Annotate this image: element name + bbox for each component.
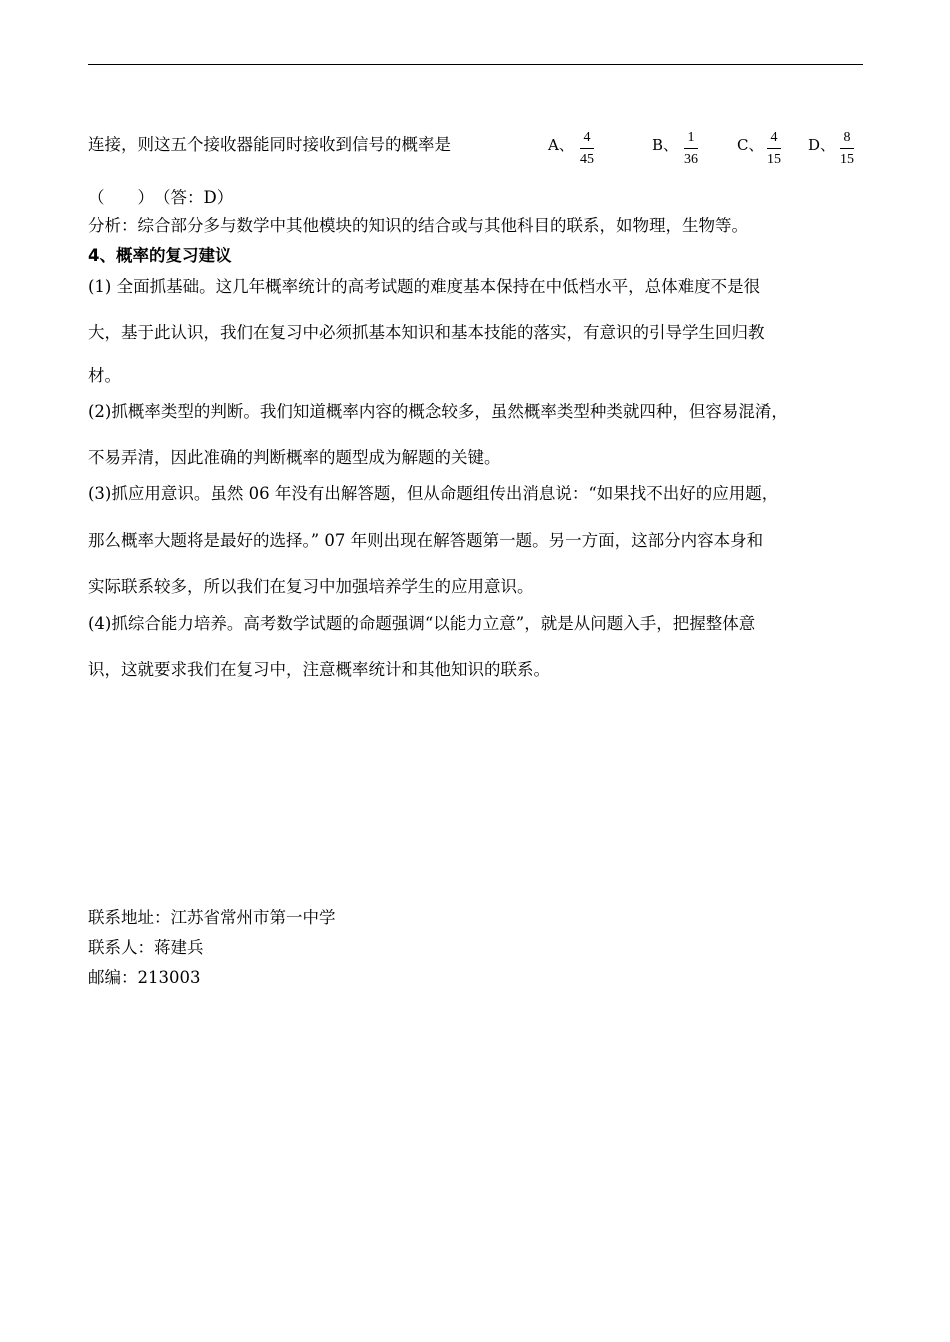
paragraph-line: (1) 全面抓基础。这几年概率统计的高考试题的难度基本保持在中低档水平，总体难度不是很 — [88, 277, 761, 296]
option-d-fraction — [840, 130, 854, 168]
paragraph-line: (4)抓综合能力培养。高考数学试题的命题强调“以能力立意”，就是从问题入手，把握整体意 — [88, 614, 756, 633]
paragraph-line: 识，这就要求我们在复习中，注意概率统计和其他知识的联系。 — [88, 660, 550, 679]
option-a-numerator: 4 — [583, 130, 591, 145]
option-a-fraction — [580, 130, 594, 168]
paragraph-line: (3)抓应用意识。虽然 06 年没有出解答题，但从命题组传出消息说：“如果找不出好的应用题， — [88, 484, 779, 503]
header-rule — [88, 64, 863, 65]
option-c-numerator: 4 — [770, 130, 778, 145]
contact-postcode: 邮编：213003 — [88, 968, 201, 987]
paragraph-line: (2)抓概率类型的判断。我们知道概率内容的概念较多，虽然概率类型种类就四种，但容易混淆， — [88, 402, 788, 421]
option-d-denominator: 15 — [840, 152, 854, 167]
option-c-fraction — [767, 130, 781, 168]
option-a-label: A、 — [548, 136, 574, 154]
option-b-denominator: 36 — [684, 152, 698, 167]
paragraph-line: 不易弄清，因此准确的判断概率的题型成为解题的关键。 — [88, 448, 501, 467]
answer-line: （ ） （答：D） — [88, 188, 234, 207]
contact-address: 联系地址：江苏省常州市第一中学 — [88, 908, 336, 927]
contact-person: 联系人：蒋建兵 — [88, 938, 204, 957]
option-b-numerator: 1 — [687, 130, 695, 145]
option-a-denominator: 45 — [580, 152, 594, 167]
analysis-text: 分析：综合部分多与数学中其他模块的知识的结合或与其他科目的联系，如物理，生物等。 — [88, 216, 748, 235]
paragraph-line: 大，基于此认识，我们在复习中必须抓基本知识和基本技能的落实，有意识的引导学生回归教 — [88, 323, 765, 342]
option-d-label: D、 — [808, 136, 836, 154]
option-c-label: C、 — [737, 136, 764, 154]
section-heading: 4、概率的复习建议 — [88, 246, 232, 265]
option-d-numerator: 8 — [843, 130, 851, 145]
option-b-label: B、 — [652, 136, 679, 154]
paragraph-line: 材。 — [88, 366, 121, 385]
option-c-denominator: 15 — [767, 152, 781, 167]
paragraph-line: 那么概率大题将是最好的选择。” 07 年则出现在解答题第一题。另一方面，这部分内容本身和 — [88, 531, 764, 550]
paragraph-line: 实际联系较多，所以我们在复习中加强培养学生的应用意识。 — [88, 577, 534, 596]
option-b-fraction — [684, 130, 698, 168]
question-tail: 连接，则这五个接收器能同时接收到信号的概率是 — [88, 135, 451, 154]
